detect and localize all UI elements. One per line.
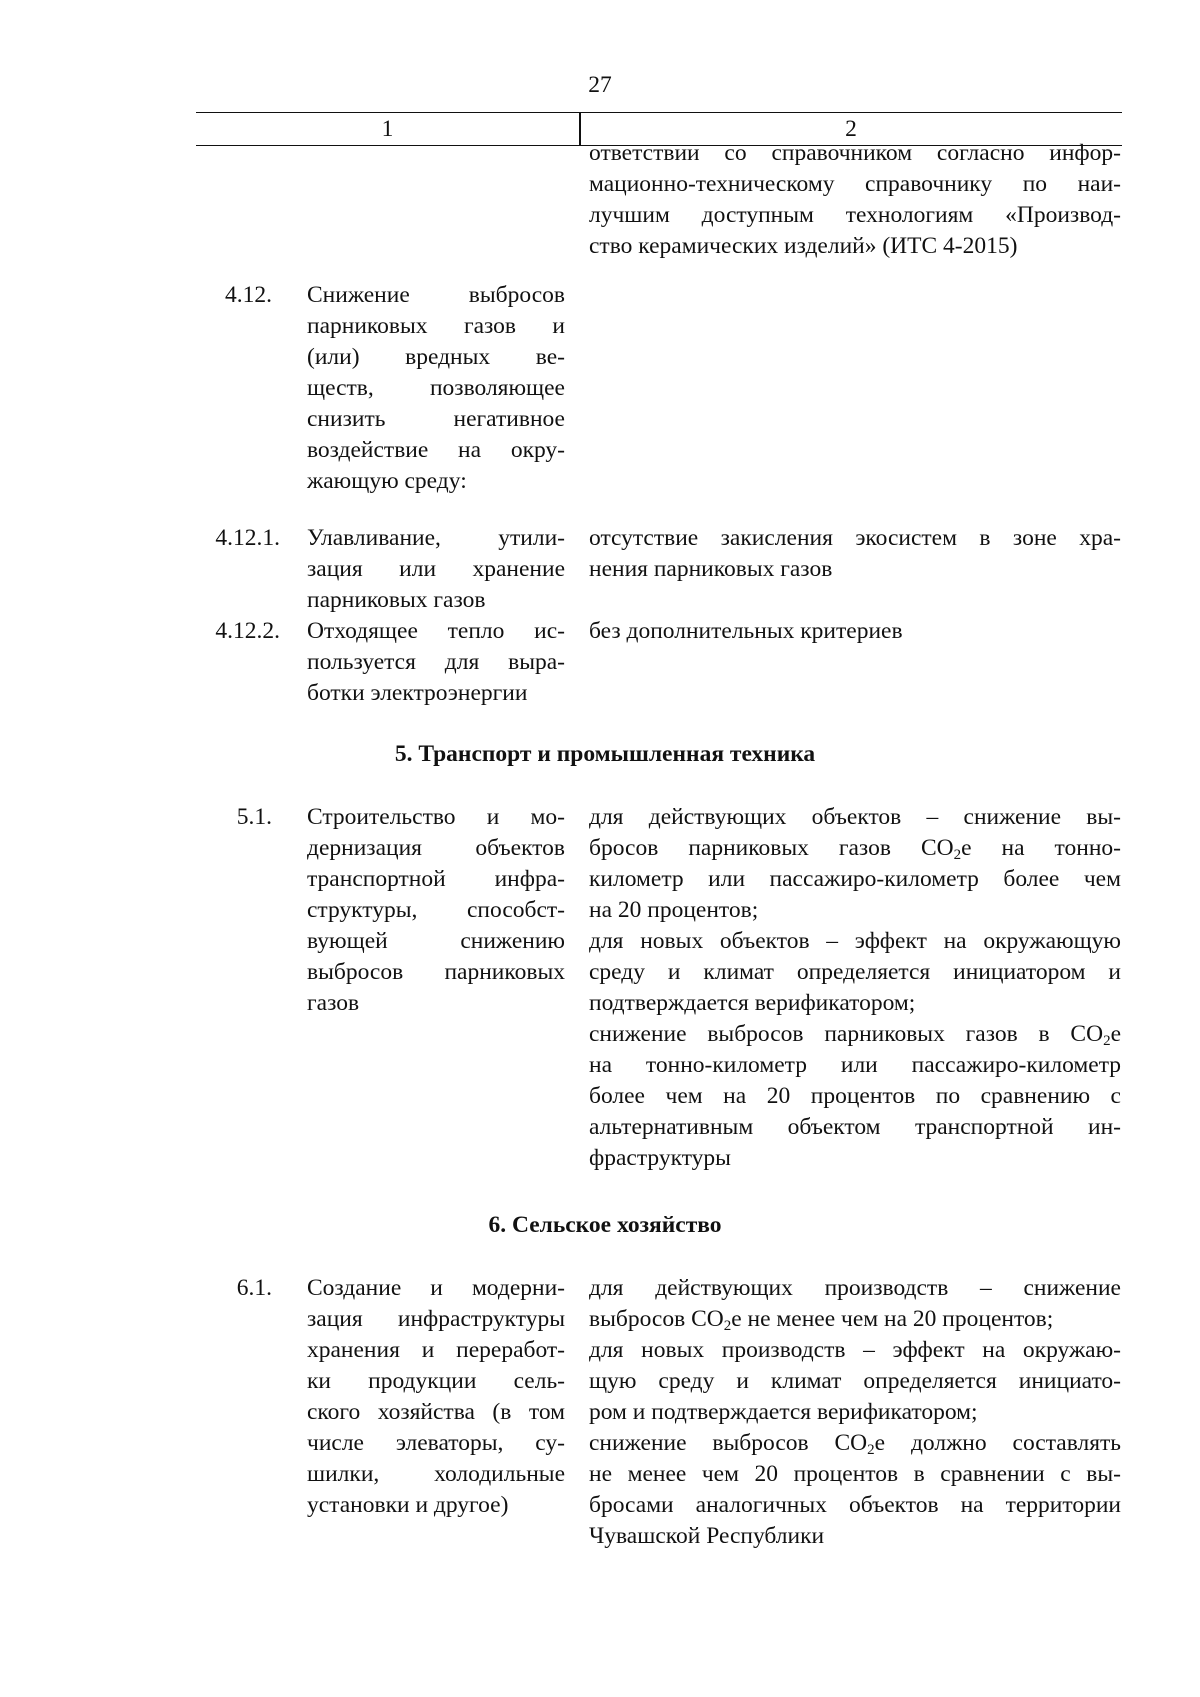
row-number-5-1: 5.1. bbox=[236, 804, 272, 830]
continuation-criteria: ответствии со справочником согласно инфор- мационно-техническому справочнику по наи- лучшим доступным технологиям «Производ- ство керамических изделий» (ИТС 4-2015) bbox=[589, 140, 1121, 259]
page-number: 27 bbox=[588, 72, 612, 98]
row-4-12-2-description: Отходящее тепло ис- пользуется для выра- ботки электроэнергии bbox=[307, 618, 565, 706]
table-header-col-1: 1 bbox=[381, 116, 394, 142]
row-number-4-12-1: 4.12.1. bbox=[215, 525, 280, 551]
row-5-1-description: Строительство и мо- дернизация объектов транспортной инфра- структуры, способст- вующей снижению выбросов парниковых газов bbox=[307, 804, 565, 1016]
row-4-12-1-criteria: отсутствие закисления экосистем в зоне хра- нения парниковых газов bbox=[589, 525, 1121, 582]
row-6-1-criteria: для действующих производств – снижение выбросов $CO_2e$ не менее чем на 20 процентов; для новых производств – эффект на окружаю- щую среду и климат определяется инициато- ром и подтверждается верификатором; снижение выбросов $CO_2e$ должно составлять не менее чем 20 процентов в сравнении с вы- бросами аналогичных объектов на территории Чувашской Республики bbox=[589, 1275, 1122, 1549]
row-4-12-description: Снижение выбросов парниковых газов и (или) вредных ве- ществ, позволяющее снизить негативное воздействие на окру- жающую среду: bbox=[307, 282, 565, 494]
row-5-1-criteria: для действующих объектов – снижение вы- бросов парниковых газов $CO_2e$ на тонно- километр или пассажиро-километр более чем на 20 процентов; для новых объектов – эффект на окружающую среду и климат определяется инициатором и подтверждается верификатором; снижение выбросов парниковых газов в $CO_2e$ на тонно-километр или пассажиро-километр более чем на 20 процентов по сравнению с альтернативным объектом транспортной ин- фраструктуры bbox=[589, 804, 1121, 1171]
section-5-title: 5. Транспорт и промышленная техника bbox=[394, 741, 816, 767]
row-4-12-1-description: Улавливание, утили- зация или хранение парниковых газов bbox=[307, 525, 565, 613]
row-number-4-12-2: 4.12.2. bbox=[215, 618, 280, 644]
row-number-6-1: 6.1. bbox=[236, 1275, 272, 1301]
table-header-col-2: 2 bbox=[845, 116, 857, 142]
row-number-4-12: 4.12. bbox=[225, 282, 272, 308]
row-6-1-description: Создание и модерни- зация инфраструктуры хранения и переработ- ки продукции сель- ского хозяйства (в том числе элеваторы, су- шилки, холодильные установки и другое) bbox=[307, 1275, 565, 1518]
section-6-title: 6. Сельское хозяйство bbox=[488, 1212, 722, 1238]
row-4-12-2-criteria: без дополнительных критериев bbox=[589, 618, 903, 644]
